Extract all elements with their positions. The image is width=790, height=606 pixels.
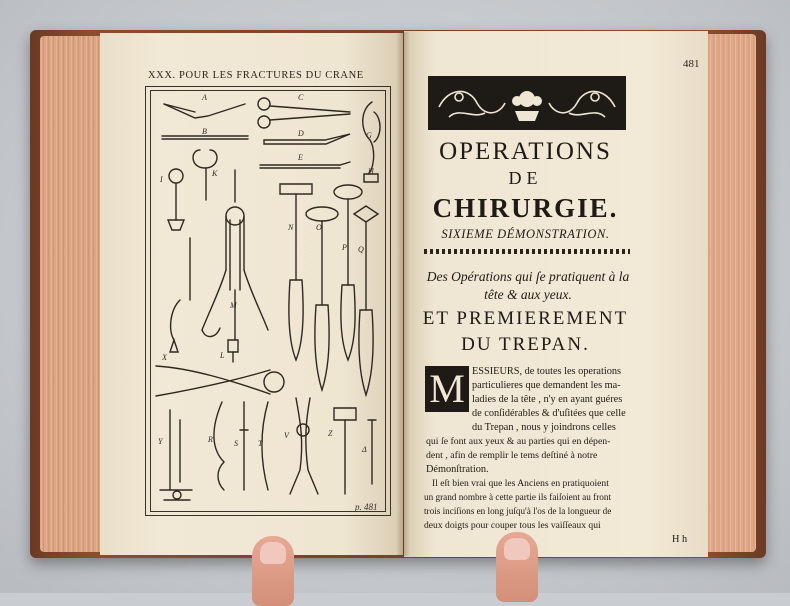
svg-text:D: D — [298, 129, 304, 138]
body-line: qui ſe font aux yeux & au parties qui en dépen- — [426, 436, 611, 447]
bar-instrument-icon — [162, 136, 248, 139]
svg-text:T: T — [258, 439, 263, 448]
lenticular-icon — [168, 169, 184, 230]
heading-premierement: ET PREMIEREMENT — [422, 308, 629, 329]
v-forceps-icon — [290, 398, 318, 494]
section-title: Des Opérations qui ſe pratiquent à la tête & aux yeux. — [426, 269, 630, 302]
svg-text:B: B — [202, 127, 207, 136]
thumb-left — [252, 536, 294, 606]
perforator-icon — [170, 238, 190, 352]
body-line: particulieres que demandent les ma- — [472, 380, 621, 391]
svg-text:Q: Q — [358, 245, 364, 254]
decorative-rule — [424, 249, 630, 254]
heading-du-trepan: DU TREPAN. — [461, 334, 590, 355]
subtitle-demonstration: SIXIEME DÉMONSTRATION. — [441, 227, 610, 241]
svg-text:A: A — [202, 93, 207, 102]
title-de: DE — [508, 168, 543, 188]
svg-text:N: N — [288, 223, 294, 232]
body-line: ladies de la tête , n'y en ayant guéres — [472, 394, 623, 405]
stand-icon — [160, 410, 192, 500]
svg-text:S: S — [234, 439, 238, 448]
title-operations: OPERATIONS — [439, 138, 612, 165]
body-line: deux doigts pour couper tous les vaiſſeaux qui — [424, 520, 601, 531]
body-line: un grand nombre à cette partie ils faiſoient au front — [424, 492, 611, 502]
gutter-shadow — [396, 32, 410, 556]
signature-mark: H h — [672, 534, 688, 545]
elevator-s-icon — [240, 402, 248, 490]
body-line: dent , afin de remplir le tems deſtiné à notre — [426, 450, 598, 461]
body-line: ESSIEURS, de toutes les operations — [472, 366, 622, 377]
svg-text:H: H — [368, 167, 374, 176]
thumbnail-left — [260, 542, 286, 564]
body-line: trois inciſions en long juſqu'à l'os de la longueur de — [424, 506, 612, 516]
page-edges-left — [40, 36, 106, 552]
trephine-handle-o-icon — [306, 207, 338, 390]
scalpel-icon — [164, 104, 245, 118]
thumbnail-right — [504, 538, 530, 560]
svg-text:X: X — [162, 353, 167, 362]
elevator-r-icon — [214, 402, 224, 490]
svg-text:P: P — [342, 243, 347, 252]
body-line: Démonſtration. — [426, 464, 489, 475]
svg-text:Z: Z — [328, 429, 333, 438]
title-chirurgie: CHIRURGIE. — [432, 193, 619, 223]
hammer-icon — [334, 408, 356, 494]
svg-text:L: L — [220, 351, 225, 360]
page-edges-right — [702, 34, 756, 552]
page-number: 481 — [683, 58, 700, 70]
small-square-icon — [228, 340, 238, 362]
trephine-handle-q-icon — [354, 206, 378, 395]
forceps-icon — [156, 366, 284, 396]
scissors-icon — [258, 98, 350, 128]
svg-text:Δ: Δ — [362, 445, 367, 454]
floral-ornament-icon — [429, 77, 625, 129]
surgical-instruments-engraving — [150, 90, 386, 512]
body-line: Il eſt bien vrai que les Anciens en pratiquoient — [432, 478, 609, 489]
knife-icon — [264, 134, 350, 144]
svg-text:C: C — [298, 93, 304, 102]
svg-text:R: R — [208, 435, 213, 444]
body-line: du Trepan , nous y joindrons celles — [472, 422, 616, 433]
plate-page-reference: p. 481 — [355, 502, 378, 512]
plate-header: XXX. POUR LES FRACTURES DU CRANE — [148, 70, 364, 81]
svg-text:K: K — [212, 169, 218, 178]
svg-text:Y: Y — [158, 437, 163, 446]
svg-text:M: M — [230, 301, 237, 310]
elevator-t-icon — [262, 402, 268, 490]
thumb-right — [496, 532, 538, 602]
svg-text:E: E — [298, 153, 303, 162]
svg-text:V: V — [284, 431, 289, 440]
headpiece-ornament — [428, 76, 626, 130]
lancet-icon — [260, 162, 350, 168]
svg-text:I: I — [160, 175, 163, 184]
svg-text:G: G — [366, 131, 372, 140]
svg-text:O: O — [316, 223, 322, 232]
trepan-icon — [202, 170, 268, 340]
drop-cap: M — [425, 366, 469, 412]
rod-icon — [368, 420, 376, 484]
body-line: de conſidérables & d'uſitées que celle — [472, 408, 626, 419]
